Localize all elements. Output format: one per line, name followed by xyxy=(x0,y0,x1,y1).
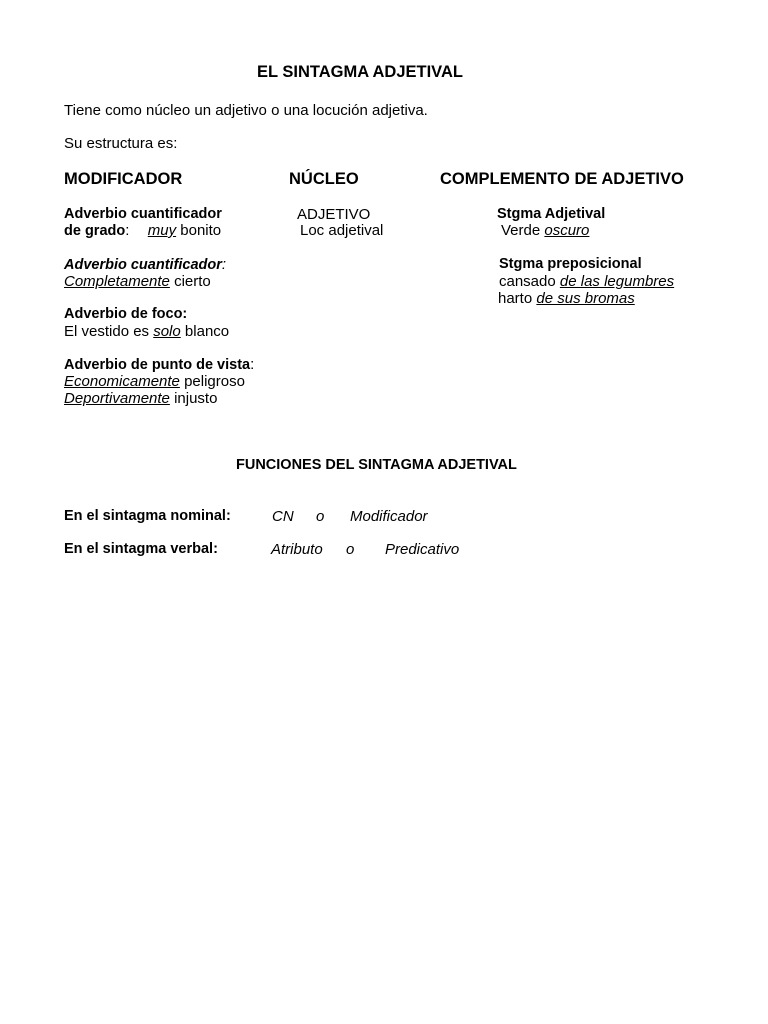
modificador-grado-line xyxy=(64,222,221,240)
example-word-deportivamente: Deportivamente xyxy=(64,390,170,407)
example-pre-verde: Verde xyxy=(501,222,541,239)
modificador-cuantificador-label: Adverbio cuantificador xyxy=(64,257,222,273)
complemento-adjetival-example xyxy=(501,222,589,239)
funcion-nominal-opt2: Modificador xyxy=(350,508,428,525)
modificador-grado-heading-2: de grado xyxy=(64,223,126,239)
modificador-punto-vista-example-1 xyxy=(64,373,245,390)
example-pre-el-vestido-es: El vestido es xyxy=(64,323,150,340)
page-title: EL SINTAGMA ADJETIVAL xyxy=(257,63,463,81)
example-word-economicamente: Economicamente xyxy=(64,373,180,390)
nucleo-adjetivo: ADJETIVO xyxy=(297,206,371,223)
complemento-preposicional-heading: Stgma preposicional xyxy=(499,256,642,272)
nucleo-loc-adjetival: Loc adjetival xyxy=(300,222,384,239)
complemento-preposicional-example-2 xyxy=(498,290,635,307)
column-heading-modificador: MODIFICADOR xyxy=(64,170,183,188)
modificador-grado-heading: Adverbio cuantificador xyxy=(64,206,222,222)
example-word-de-las-legumbres: de las legumbres xyxy=(559,273,675,290)
complemento-preposicional-example-1 xyxy=(499,273,674,290)
example-word-de-sus-bromas: de sus bromas xyxy=(536,290,635,307)
funcion-nominal-label: En el sintagma nominal: xyxy=(64,508,231,524)
modificador-punto-vista-label: Adverbio de punto de vista xyxy=(64,357,251,373)
funcion-nominal-opt1: CN xyxy=(272,508,294,525)
structure-label: Su estructura es: xyxy=(64,135,178,152)
modificador-foco-example xyxy=(64,323,229,340)
modificador-punto-vista-example-2 xyxy=(64,390,217,407)
example-rest-injusto: injusto xyxy=(174,390,218,407)
example-word-completamente: Completamente xyxy=(64,273,170,290)
example-pre-harto: harto xyxy=(498,290,533,307)
example-pre-cansado: cansado xyxy=(499,273,556,290)
funcion-verbal-conj: o xyxy=(346,541,355,558)
funcion-nominal-conj: o xyxy=(316,508,325,525)
modificador-punto-vista-colon: : xyxy=(250,356,255,373)
example-rest-bonito: bonito xyxy=(180,222,222,239)
column-heading-nucleo: NÚCLEO xyxy=(289,170,359,188)
example-word-solo: solo xyxy=(153,323,181,340)
intro-text: Tiene como núcleo un adjetivo o una locución adjetiva. xyxy=(64,102,428,119)
modificador-grado-colon: : xyxy=(125,222,130,239)
complemento-adjetival-heading: Stgma Adjetival xyxy=(497,206,606,222)
modificador-cuantificador-colon: : xyxy=(221,256,227,273)
funcion-verbal-opt2: Predicativo xyxy=(385,541,460,558)
modificador-cuantificador-example xyxy=(64,273,211,290)
example-rest-cierto: cierto xyxy=(174,273,211,290)
example-rest-peligroso: peligroso xyxy=(184,373,245,390)
example-word-muy: muy xyxy=(147,222,177,239)
example-word-oscuro: oscuro xyxy=(544,222,590,239)
modificador-foco-heading: Adverbio de foco: xyxy=(64,306,188,322)
funciones-title: FUNCIONES DEL SINTAGMA ADJETIVAL xyxy=(236,457,517,473)
column-heading-complemento: COMPLEMENTO DE ADJETIVO xyxy=(440,170,684,188)
funcion-verbal-opt1: Atributo xyxy=(271,541,323,558)
modificador-punto-vista-heading xyxy=(64,356,254,374)
modificador-cuantificador-heading xyxy=(64,256,226,274)
funcion-verbal-label: En el sintagma verbal: xyxy=(64,541,218,557)
example-rest-blanco: blanco xyxy=(184,323,230,340)
